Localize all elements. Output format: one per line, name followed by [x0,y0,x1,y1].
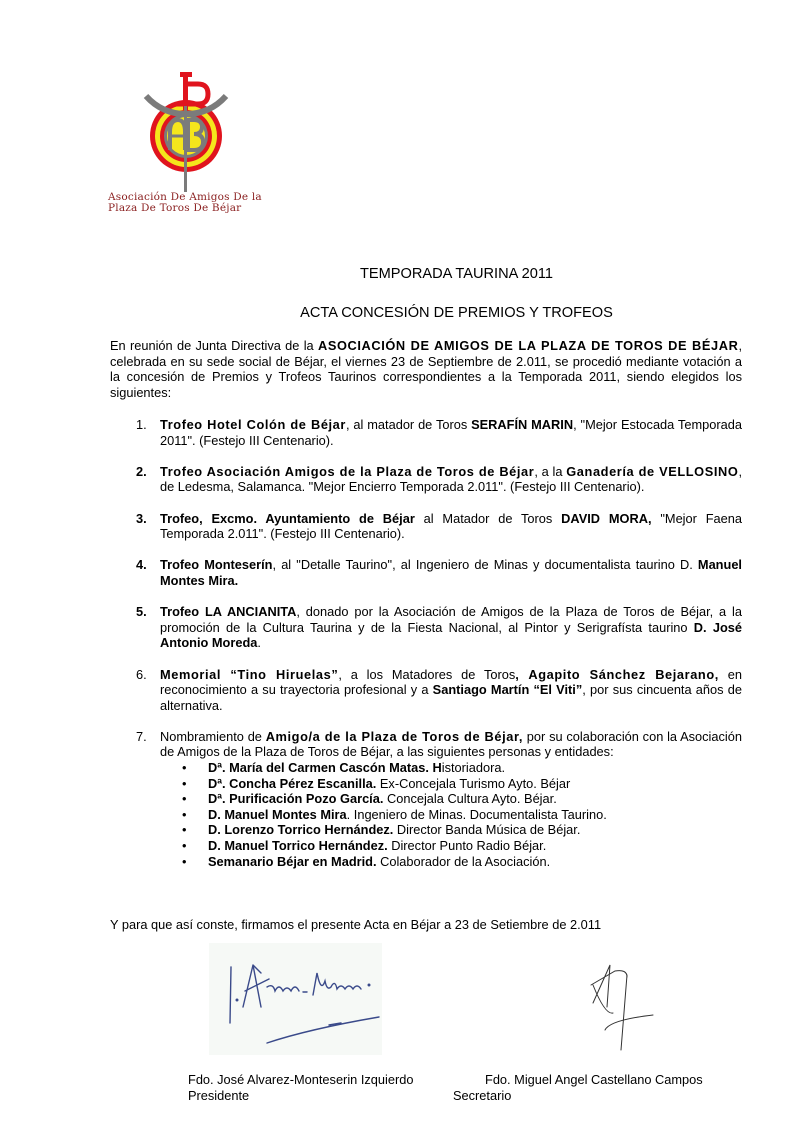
friend-name: Dª. María del Carmen Cascón Matas. H [208,760,442,776]
item-number: 3. [136,510,147,526]
item-number: 4. [136,557,147,573]
prize-item: 5. Trofeo LA ANCIANITA, donado por la Asociación de Amigos de la Plaza de Toros de Béjar, a la promoción de la Cultura Taurina y de la Fiesta Nacional, al Pintor y Serigrafísta taurino D. José Antonio Moreda. [136,604,742,651]
association-logo [108,66,268,226]
logo-text-line2: Plaza De Toros De Béjar [108,202,242,214]
recipient-name: DAVID MORA, [561,510,652,526]
signature-secretary-icon [565,955,665,1055]
friend-name: D. Manuel Torrico Hernández. [208,838,388,854]
intro-paragraph: En reunión de Junta Directiva de la ASOCIACIÓN DE AMIGOS DE LA PLAZA DE TOROS DE BÉJAR, celebrada en su sede social de Béjar, el viernes 23 de Septiembre de 2.011, se procedió mediante votación a la concesión de Premios y Trofeos Taurinos correspondientes a la Temporada 2011, siendo elegidos los siguientes: [110,338,742,400]
prize-item: 4. Trofeo Monteserín, al "Detalle Taurino", al Ingeniero de Minas y documentalista taurino D. Manuel Montes Mira. [136,557,742,588]
item-number: 2. [136,463,147,479]
president-signature [209,943,382,1055]
friend-item [160,760,742,776]
recipient-name: D. José Antonio Moreda [160,619,742,651]
friend-description: istoriadora. [441,760,506,776]
friend-description: . Ingeniero de Minas. Documentalista Taurino. [346,806,607,822]
prize-name: Trofeo LA ANCIANITA [160,604,297,620]
association-name-bold: ASOCIACIÓN DE AMIGOS DE LA PLAZA DE TOROS DE BÉJAR [317,338,739,353]
friend-name: D. Lorenzo Torrico Hernández. [208,822,394,838]
prize-item: 2. Trofeo Asociación Amigos de la Plaza de Toros de Béjar, a la Ganadería de VELLOSINO, de Ledesma, Salamanca. "Mejor Encierro Temporada 2.011". (Festejo III Centenario). [136,463,742,495]
recipient-name: , Agapito Sánchez Bejarano, [515,666,719,682]
friend-name: Dª. Concha Pérez Escanilla. [208,775,377,791]
association-name [108,192,268,214]
recipient-name: Ganadería de VELLOSINO [566,463,739,479]
friend-item [160,854,742,870]
secretary-role: Secretario [453,1087,512,1103]
bullet-icon: • [182,822,187,838]
president-role: Presidente [188,1087,250,1103]
document-subtitle: ACTA CONCESIÓN DE PREMIOS Y TROFEOS [300,305,613,321]
friend-item [160,807,742,823]
friend-description: Concejala Cultura Ayto. Béjar. [383,791,557,807]
logo-text-line1: Asociación De Amigos De la [108,191,262,203]
friend-name: Dª. Purificación Pozo García. [208,791,384,807]
prize-name: Trofeo Asociación Amigos de la Plaza de Toros de Béjar [160,463,535,479]
item-number: 6. [136,666,147,682]
president-name: Fdo. José Alvarez-Monteserin Izquierdo [188,1072,414,1087]
friend-item [160,791,742,807]
friend-item [160,838,742,854]
secretary-name: Fdo. Miguel Angel Castellano Campos [485,1072,703,1087]
friend-description: Ex-Concejala Turismo Ayto. Béjar [376,775,571,791]
friend-item [160,822,742,838]
friend-name: Semanario Béjar en Madrid. [208,853,377,869]
recipient-name: Manuel Montes Mira. [160,557,742,588]
friend-description: Director Punto Radio Béjar. [387,838,547,854]
bullet-icon: • [182,760,187,776]
prize-item: 3. Trofeo, Excmo. Ayuntamiento de Béjar al Matador de Toros DAVID MORA, "Mejor Faena Temporada 2.011". (Festejo III Centenario). [136,510,743,542]
friend-description: Director Banda Música de Béjar. [393,822,581,838]
president-signoff [188,1072,413,1103]
bullet-icon: • [182,853,187,869]
signature-president-icon [209,943,382,1055]
document-title: TEMPORADA TAURINA 2011 [359,266,554,282]
recipient-name: Santiago Martín “El Viti” [432,682,583,698]
recipient-name: SERAFÍN MARIN [471,417,574,432]
secretary-signature [565,955,665,1055]
bullet-icon: • [182,775,187,791]
secretary-signoff [453,1072,703,1103]
prize-item: 6. Memorial “Tino Hiruelas”, a los Matadores de Toros, Agapito Sánchez Bejarano, en reconocimiento a su trayectoria profesional y a Santiago Martín “El Viti”, por sus cincuenta años de alternativa. [136,666,742,713]
item-number: 7. [136,728,147,744]
prize-item: 1. Trofeo Hotel Colón de Béjar, al matador de Toros SERAFÍN MARIN, "Mejor Estocada Temporada 2011". (Festejo III Centenario). [136,417,742,448]
prizes-list [110,417,742,885]
item-number: 5. [136,604,147,620]
prize-name: Trofeo Monteserín [160,557,273,573]
closing-statement: Y para que así conste, firmamos el presente Acta en Béjar a 23 de Setiembre de 2.011 [110,917,602,932]
friend-item [160,776,742,792]
prize-name: Trofeo Hotel Colón de Béjar [160,417,346,432]
friends-list [160,760,742,869]
bullet-icon: • [182,791,187,807]
prize-name: Amigo/a de la Plaza de Toros de Béjar, [265,728,524,744]
prize-name: Trofeo, Excmo. Ayuntamiento de Béjar [160,510,415,526]
association-emblem-icon [142,66,232,196]
bullet-icon: • [182,806,187,822]
item-number: 1. [136,417,147,432]
prize-name: Memorial “Tino Hiruelas” [160,666,339,682]
bullet-icon: • [182,838,187,854]
friend-description: Colaborador de la Asociación. [376,853,551,869]
friend-name: D. Manuel Montes Mira [208,806,347,822]
prize-item-friends: 7. Nombramiento de Amigo/a de la Plaza de Toros de Béjar, por su colaboración con la Asociación de Amigos de la Plaza de Toros de Béjar, a las siguientes personas y entidades: • Dª. María del Carmen Cascón Matas. Historiadora. • Dª. Concha Pérez Escanilla. Ex-Concejala Turismo Ayto. Béjar • Dª. Purificación Pozo García. Concejala Cultura Ayto. Béjar. • D. Manuel Montes Mira. Ingeniero de Minas. Documentalista Taurino. • D. Lorenzo Torrico Hernández. Director Banda Música de Béjar. • D. Manuel Torrico Hernández. Director Punto Radio Béjar. • Semanario Béjar en Madrid. Colaborador de la Asociación. [136,728,742,869]
